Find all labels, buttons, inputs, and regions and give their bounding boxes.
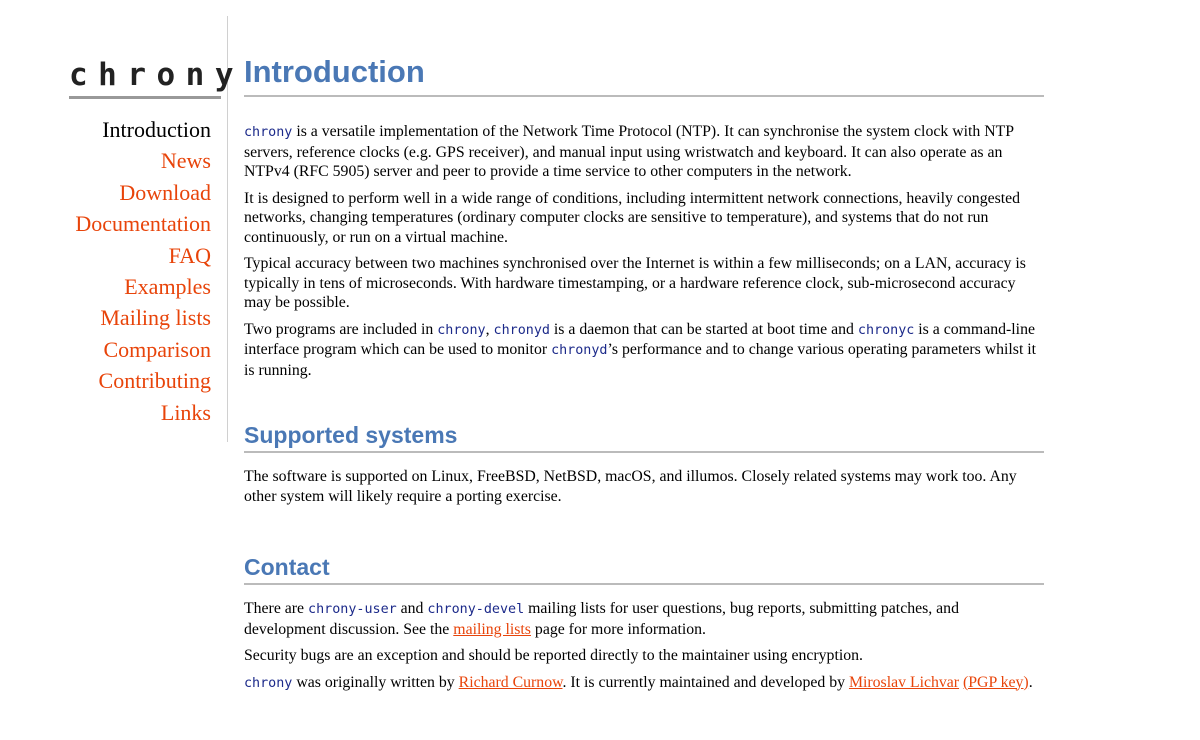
section-heading: Supported systems [244, 420, 1044, 453]
nav-item-links[interactable]: Links [160, 399, 211, 425]
nav-item-examples[interactable]: Examples [124, 273, 211, 299]
nav-item-comparison[interactable]: Comparison [103, 336, 211, 362]
section-contact [244, 552, 1044, 693]
nav-item-faq[interactable]: FAQ [168, 242, 211, 268]
contact-paragraph-1: There are chrony-user and chrony-devel mailing lists for user questions, bug reports, submitting patches, and development discussion. See the mailing lists page for more information. [244, 600, 959, 638]
contact-paragraph-2: Security bugs are an exception and should be reported directly to the maintainer using encryption. [244, 647, 863, 664]
nav-item-contributing[interactable]: Contributing [98, 368, 211, 394]
command-name: chronyc [857, 322, 915, 338]
section-introduction [244, 52, 1044, 380]
supported-paragraph: The software is supported on Linux, FreeBSD, NetBSD, macOS, and illumos. Closely related systems may work too. Any other system will likely require a porting exercise. [244, 468, 1017, 505]
section-supported-systems [244, 420, 1044, 506]
intro-paragraph-1: chrony is a versatile implementation of the Network Time Protocol (NTP). It can synchronise the system clock with NTP servers, reference clocks (e.g. GPS receiver), and manual input using wristwatch and keyboard. It can also operate as an NTPv4 (RFC 5905) server and peer to provide a time service to other computers in the network. [244, 123, 1014, 180]
command-name: chrony [244, 675, 293, 691]
intro-paragraph-2: It is designed to perform well in a wide range of conditions, including intermittent network connections, heavily congested networks, changing temperatures (ordinary computer clocks are sensitive to temperature), and systems that do not run continuously, or run on a virtual machine. [244, 189, 1021, 246]
command-name: chronyd [551, 343, 608, 358]
contact-paragraph-3: chrony was originally written by Richard Curnow. It is currently maintained and developed by Miroslav Lichvar (PGP key). [244, 673, 1033, 691]
nav-item-introduction[interactable]: Introduction [102, 117, 211, 142]
nav-item-download[interactable]: Download [119, 179, 211, 205]
command-name: chronyd [493, 322, 550, 338]
nav-item-news[interactable]: News [160, 148, 211, 174]
site-logo[interactable]: chrony [69, 56, 221, 99]
miroslav-lichvar-link[interactable]: Miroslav Lichvar [848, 673, 960, 691]
sidebar [0, 16, 244, 442]
intro-paragraph-4: Two programs are included in chrony, chronyd is a daemon that can be started at boot time and chronyc is a command-line interface program which can be used to monitor chronyd’s performance and to change various operating parameters whilst it is running. [244, 320, 1037, 379]
intro-paragraph-3: Typical accuracy between two machines synchronised over the Internet is within a few milliseconds; on a LAN, accuracy is typically in tens of microseconds. With hardware timestamping, or a hardware reference clock, sub-microsecond accuracy may be possible. [244, 255, 1026, 311]
page-title: Introduction [244, 52, 1044, 97]
command-name: chrony-devel [427, 602, 525, 617]
main-content [244, 52, 1044, 700]
pgp-key-link[interactable]: (PGP key) [963, 673, 1029, 691]
command-name: chrony-user [308, 602, 397, 617]
nav-item-documentation[interactable]: Documentation [75, 211, 211, 237]
richard-curnow-link[interactable]: Richard Curnow [458, 673, 563, 691]
command-name: chrony [437, 322, 486, 338]
command-name: chrony [244, 125, 293, 140]
nav-item-mailing-lists[interactable]: Mailing lists [100, 305, 211, 331]
mailing-lists-link[interactable]: mailing lists [453, 620, 531, 638]
section-heading: Contact [244, 552, 1044, 585]
sidebar-nav [75, 114, 211, 428]
